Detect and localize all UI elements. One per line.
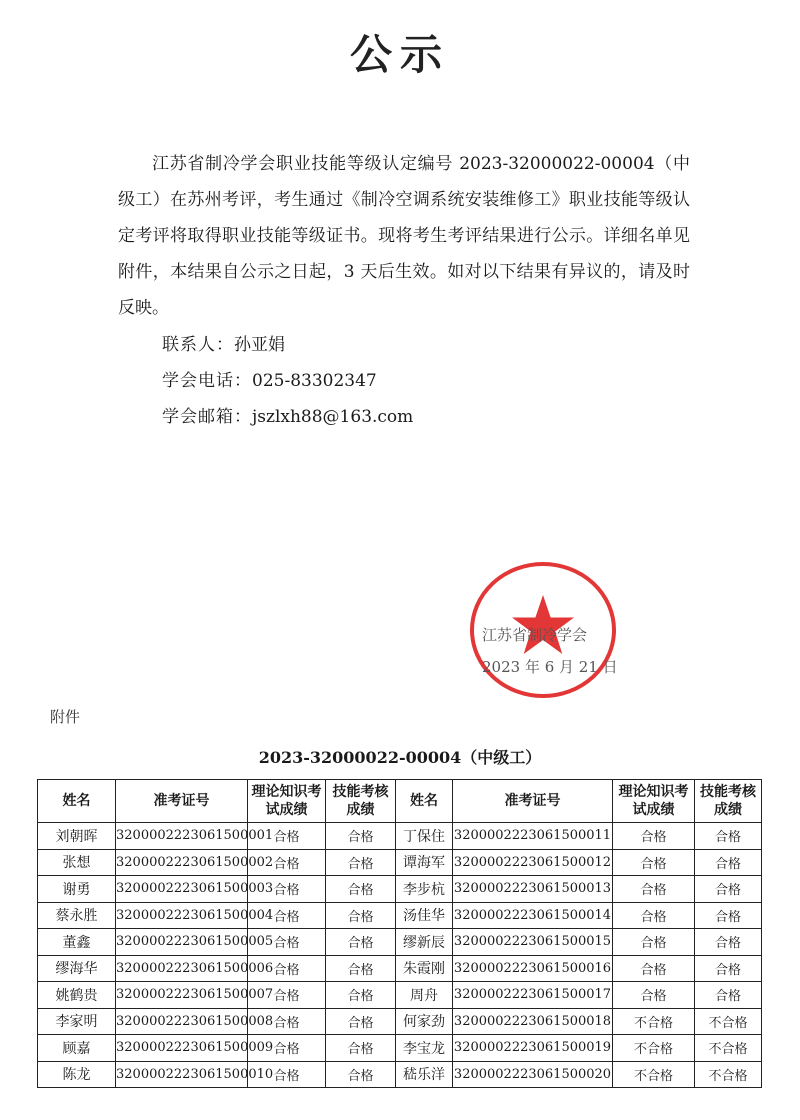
exam-number: 3200002223061500003 [116,876,248,903]
candidate-name: 陈龙 [38,1061,116,1088]
skill-result: 合格 [326,1061,396,1088]
skill-result: 合格 [326,876,396,903]
theory-result: 合格 [248,1035,326,1062]
skill-result: 不合格 [695,1008,762,1035]
theory-result: 合格 [248,849,326,876]
candidate-name: 嵇乐洋 [396,1061,453,1088]
issuer-name: 江苏省制冷学会 [482,626,588,644]
table-row [38,955,762,982]
column-header: 理论知识考试成绩 [613,780,695,823]
candidate-name: 周舟 [396,982,453,1009]
skill-result: 合格 [326,823,396,850]
exam-number: 3200002223061500004 [116,902,248,929]
skill-result: 合格 [695,929,762,956]
table-title: 2023-32000022-00004（中级工） [258,748,542,767]
table-row [38,902,762,929]
skill-result: 合格 [695,876,762,903]
exam-number: 3200002223061500005 [116,929,248,956]
candidate-name: 李步杭 [396,876,453,903]
skill-result: 合格 [695,902,762,929]
skill-result: 合格 [326,849,396,876]
theory-result: 合格 [248,1008,326,1035]
contact-phone [162,366,377,391]
column-header: 姓名 [396,780,453,823]
exam-number: 3200002223061500006 [116,955,248,982]
candidate-name: 蔡永胜 [38,902,116,929]
theory-result: 合格 [248,955,326,982]
contact-email-label: 学会邮箱： [162,407,252,427]
candidate-name: 丁保住 [396,823,453,850]
exam-number: 3200002223061500016 [453,955,613,982]
theory-result: 合格 [248,1061,326,1088]
column-header: 准考证号 [453,780,613,823]
candidate-name: 张想 [38,849,116,876]
candidate-name: 顾嘉 [38,1035,116,1062]
skill-result: 合格 [695,982,762,1009]
table-row [38,876,762,903]
skill-result: 合格 [326,1035,396,1062]
candidate-name: 谢勇 [38,876,116,903]
table-body [38,823,762,1088]
skill-result: 合格 [326,982,396,1009]
table-row [38,929,762,956]
table-row [38,982,762,1009]
theory-result: 合格 [613,876,695,903]
skill-result: 合格 [326,902,396,929]
column-header: 技能考核成绩 [326,780,396,823]
theory-result: 合格 [248,902,326,929]
skill-result: 合格 [326,955,396,982]
skill-result: 合格 [695,955,762,982]
skill-result: 合格 [326,929,396,956]
exam-number: 3200002223061500019 [453,1035,613,1062]
candidate-name: 缪海华 [38,955,116,982]
notice-body: 江苏省制冷学会职业技能等级认定编号 2023-32000022-00004（中级工）在苏州考评，考生通过《制冷空调系统安装维修工》职业技能等级认定考评将取得职业技能等级证书。现将考生考评结果进行公示。详细名单见附件，本结果自公示之日起，3 天后生效。如对以下结果有异议的，请及时反映。 [118,154,690,318]
theory-result: 合格 [613,902,695,929]
exam-number: 3200002223061500014 [453,902,613,929]
candidate-name: 姚鹤贵 [38,982,116,1009]
contact-person [162,330,285,355]
theory-result: 不合格 [613,1061,695,1088]
contact-person-label: 联系人： [162,335,234,355]
contact-email-value: jszlxh88@163.com [252,407,414,427]
exam-number: 3200002223061500010 [116,1061,248,1088]
issue-date: 2023 年 6 月 21 日 [482,658,618,676]
theory-result: 不合格 [613,1035,695,1062]
contact-phone-value: 025-83302347 [252,371,377,391]
contact-person-value: 孙亚娟 [234,335,285,355]
theory-result: 合格 [613,955,695,982]
exam-number: 3200002223061500013 [453,876,613,903]
theory-result: 不合格 [613,1008,695,1035]
table-row [38,1008,762,1035]
candidate-name: 朱霞刚 [396,955,453,982]
skill-result: 不合格 [695,1061,762,1088]
theory-result: 合格 [613,982,695,1009]
candidate-name: 谭海军 [396,849,453,876]
table-row [38,849,762,876]
table-row [38,1061,762,1088]
candidate-name: 缪新辰 [396,929,453,956]
page-title: 公示 [349,30,450,79]
results-table [37,779,762,1088]
candidate-name: 董鑫 [38,929,116,956]
contact-phone-label: 学会电话： [162,371,252,391]
exam-number: 3200002223061500008 [116,1008,248,1035]
theory-result: 合格 [248,929,326,956]
exam-number: 3200002223061500012 [453,849,613,876]
table-row [38,1035,762,1062]
column-header: 理论知识考试成绩 [248,780,326,823]
exam-number: 3200002223061500011 [453,823,613,850]
theory-result: 合格 [613,823,695,850]
exam-number: 3200002223061500002 [116,849,248,876]
candidate-name: 刘朝晖 [38,823,116,850]
skill-result: 合格 [695,849,762,876]
theory-result: 合格 [248,823,326,850]
table-header-row [38,780,762,823]
contact-email [162,402,413,427]
candidate-name: 李家明 [38,1008,116,1035]
theory-result: 合格 [248,876,326,903]
candidate-name: 汤佳华 [396,902,453,929]
attachment-label: 附件 [50,708,81,726]
exam-number: 3200002223061500007 [116,982,248,1009]
exam-number: 3200002223061500017 [453,982,613,1009]
skill-result: 合格 [326,1008,396,1035]
theory-result: 合格 [613,929,695,956]
exam-number: 3200002223061500018 [453,1008,613,1035]
candidate-name: 何家劲 [396,1008,453,1035]
exam-number: 3200002223061500020 [453,1061,613,1088]
column-header: 准考证号 [116,780,248,823]
table-row [38,823,762,850]
skill-result: 合格 [695,823,762,850]
exam-number: 3200002223061500015 [453,929,613,956]
column-header: 姓名 [38,780,116,823]
exam-number: 3200002223061500009 [116,1035,248,1062]
skill-result: 不合格 [695,1035,762,1062]
theory-result: 合格 [613,849,695,876]
candidate-name: 李宝龙 [396,1035,453,1062]
exam-number: 3200002223061500001 [116,823,248,850]
column-header: 技能考核成绩 [695,780,762,823]
theory-result: 合格 [248,982,326,1009]
